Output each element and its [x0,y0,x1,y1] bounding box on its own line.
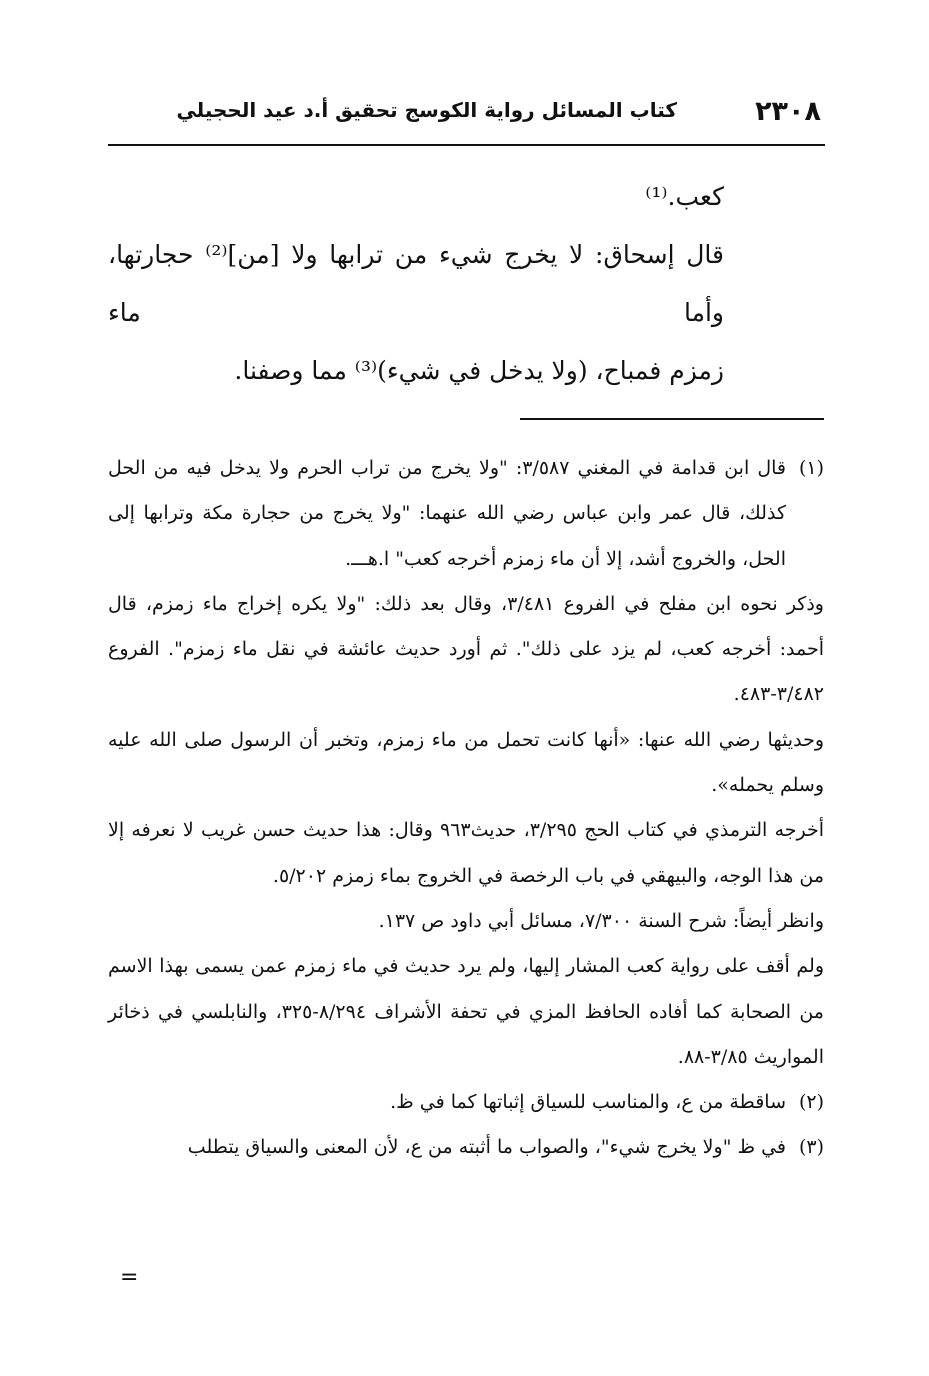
footnote-2-number: (٢) [798,1091,824,1114]
footnote-1-paragraph-1 [108,446,824,582]
main-line-2: قال إسحاق: لا يخرج شيء من ترابها ولا [من]⁽²⁾ حجارتها، وأما ماء [108,240,724,327]
page-header [108,92,825,136]
footnote-3-number: (٣) [798,1136,824,1159]
footnote-1-paragraph-3: وحديثها رضي الله عنها: «أنها كانت تحمل من ماء زمزم، وتخبر أن الرسول صلى الله عليه وسلم يحمله». [108,728,824,797]
header-rule [108,144,825,146]
footnote-1-paragraph-4: أخرجه الترمذي في كتاب الحج ٣/٢٩٥، حديث٩٦٣ وقال: هذا حديث حسن غريب لا نعرفه إلا من هذا الوجه، والبيهقي في باب الرخصة في الخروج بماء زمزم ٥/٢٠٢. [108,819,825,887]
page-number: ٢٣٠٨ [755,96,821,127]
running-title: كتاب المسائل رواية الكوسج تحقيق أ.د عيد الحجيلي [176,98,677,122]
footnote-1-paragraph-5: وانظر أيضاً: شرح السنة ٧/٣٠٠، مسائل أبي داود ص ١٣٧. [378,909,824,932]
footnote-separator [520,418,824,420]
main-line-1: كعب.⁽¹⁾ [645,182,724,211]
footnote-3 [108,1125,824,1170]
main-line-3: زمزم فمباح، (ولا يدخل في شيء)⁽³⁾ مما وصفنا. [234,356,724,385]
main-text [108,168,724,400]
footnote-1-paragraph-6: ولم أقف على رواية كعب المشار إليها، ولم يرد حديث في ماء زمزم عمن يسمى بهذا الاسم من الصحابة كما أفاده الحافظ المزي في تحفة الأشراف ٨/٢٩٤-٣٢٥، والنابلسي في ذخائر المواريث ٣/٨٥-٨٨. [108,955,824,1068]
footnote-2 [108,1080,824,1125]
footnote-1-text: قال ابن قدامة في المغني ٣/٥٨٧: "ولا يخرج من تراب الحرم ولا يدخل فيه من الحل كذلك، قال عمر وابن عباس رضي الله عنهما: "ولا يخرج من حجارة مكة وترابها إلى الحل، والخروج أشد، إلا أن ماء زمزم أخرجه كعب" ا.هـــ. [108,457,787,570]
footnote-1-paragraph-2: وذكر نحوه ابن مفلح في الفروع ٣/٤٨١، وقال بعد ذلك: "ولا يكره إخراج ماء زمزم، قال أحمد: أخرجه كعب، لم يزد على ذلك". ثم أورد حديث عائشة في نقل ماء زمزم". الفروع ٣/٤٨٢-٤٨٣. [108,592,824,706]
footnote-1-number: (١) [798,457,825,479]
continuation-mark: = [120,1265,139,1290]
footnote-2-text: ساقطة من ع، والمناسب للسياق إثباتها كما في ظ. [390,1091,786,1114]
footnote-3-text: في ظ "ولا يخرج شيء"، والصواب ما أثبته من ع، لأن المعنى والسياق يتطلب [187,1136,786,1159]
footnotes [108,446,824,1171]
